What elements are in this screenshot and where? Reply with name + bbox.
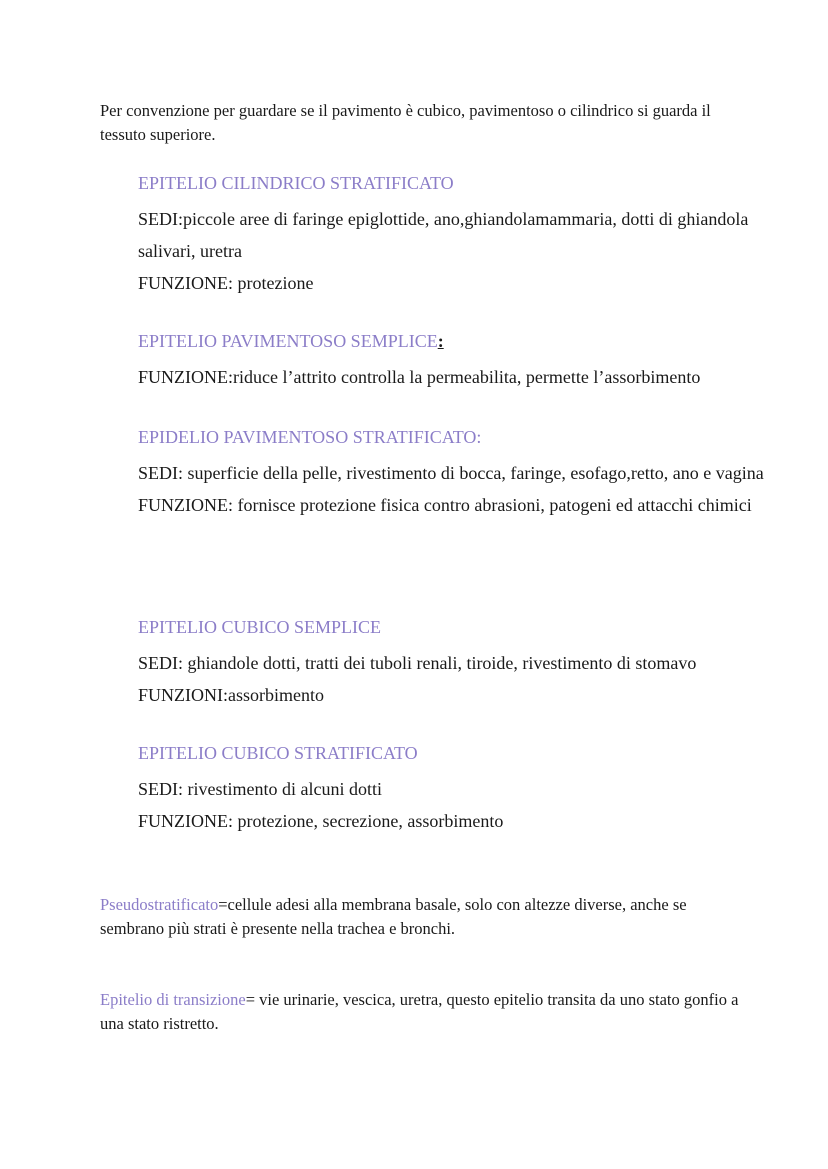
intro-paragraph: Per convenzione per guardare se il pavimento è cubico, pavimentoso o cilindrico si guarda il tessuto superiore. xyxy=(100,101,711,144)
section-heading: EPITELIO CUBICO STRATIFICATO xyxy=(138,743,418,763)
section-heading: EPITELIO CILINDRICO STRATIFICATO xyxy=(138,173,454,193)
note-text: = vie urinarie, vescica, uretra, questo epitelio transita da uno stato gonfio a una stato ristretto. xyxy=(100,990,739,1033)
section-sedi: SEDI: superficie della pelle, rivestimento di bocca, faringe, esofago,retto, ano e vagina xyxy=(138,463,764,483)
section-heading: EPIDELIO PAVIMENTOSO STRATIFICATO: xyxy=(138,427,482,447)
section-funzione: FUNZIONE: protezione xyxy=(138,273,314,293)
section-heading-text: EPITELIO PAVIMENTOSO SEMPLICE xyxy=(138,331,438,351)
section-heading: EPITELIO CUBICO SEMPLICE xyxy=(138,617,381,637)
section-funzione: FUNZIONE:riduce l’attrito controlla la permeabilita, permette l’assorbimento xyxy=(138,367,701,387)
note-term: Epitelio di transizione xyxy=(100,990,246,1009)
section-heading xyxy=(138,329,778,353)
section-cilindrico-stratificato xyxy=(138,171,778,299)
section-pavimentoso-stratificato xyxy=(138,425,778,521)
section-sedi: SEDI:piccole aree di faringe epiglottide, ano,ghiandolamammaria, dotti di ghiandola salivari, uretra xyxy=(138,209,749,261)
note-transizione xyxy=(100,988,740,1036)
section-sedi: SEDI: rivestimento di alcuni dotti xyxy=(138,779,382,799)
section-sedi: SEDI: ghiandole dotti, tratti dei tuboli renali, tiroide, rivestimento di stomavo xyxy=(138,653,697,673)
note-pseudostratificato xyxy=(100,893,740,941)
section-cubico-semplice xyxy=(138,615,778,711)
section-heading-colon: : xyxy=(437,331,444,351)
note-term: Pseudostratificato xyxy=(100,895,219,914)
section-cubico-stratificato xyxy=(138,741,778,837)
section-funzione: FUNZIONE: fornisce protezione fisica contro abrasioni, patogeni ed attacchi chimici xyxy=(138,495,752,515)
note-text: =cellule adesi alla membrana basale, solo con altezze diverse, anche se sembrano più strati è presente nella trachea e bronchi. xyxy=(100,895,687,938)
section-pavimentoso-semplice xyxy=(138,329,778,393)
section-funzione: FUNZIONE: protezione, secrezione, assorbimento xyxy=(138,811,504,831)
section-funzione: FUNZIONI:assorbimento xyxy=(138,685,324,705)
